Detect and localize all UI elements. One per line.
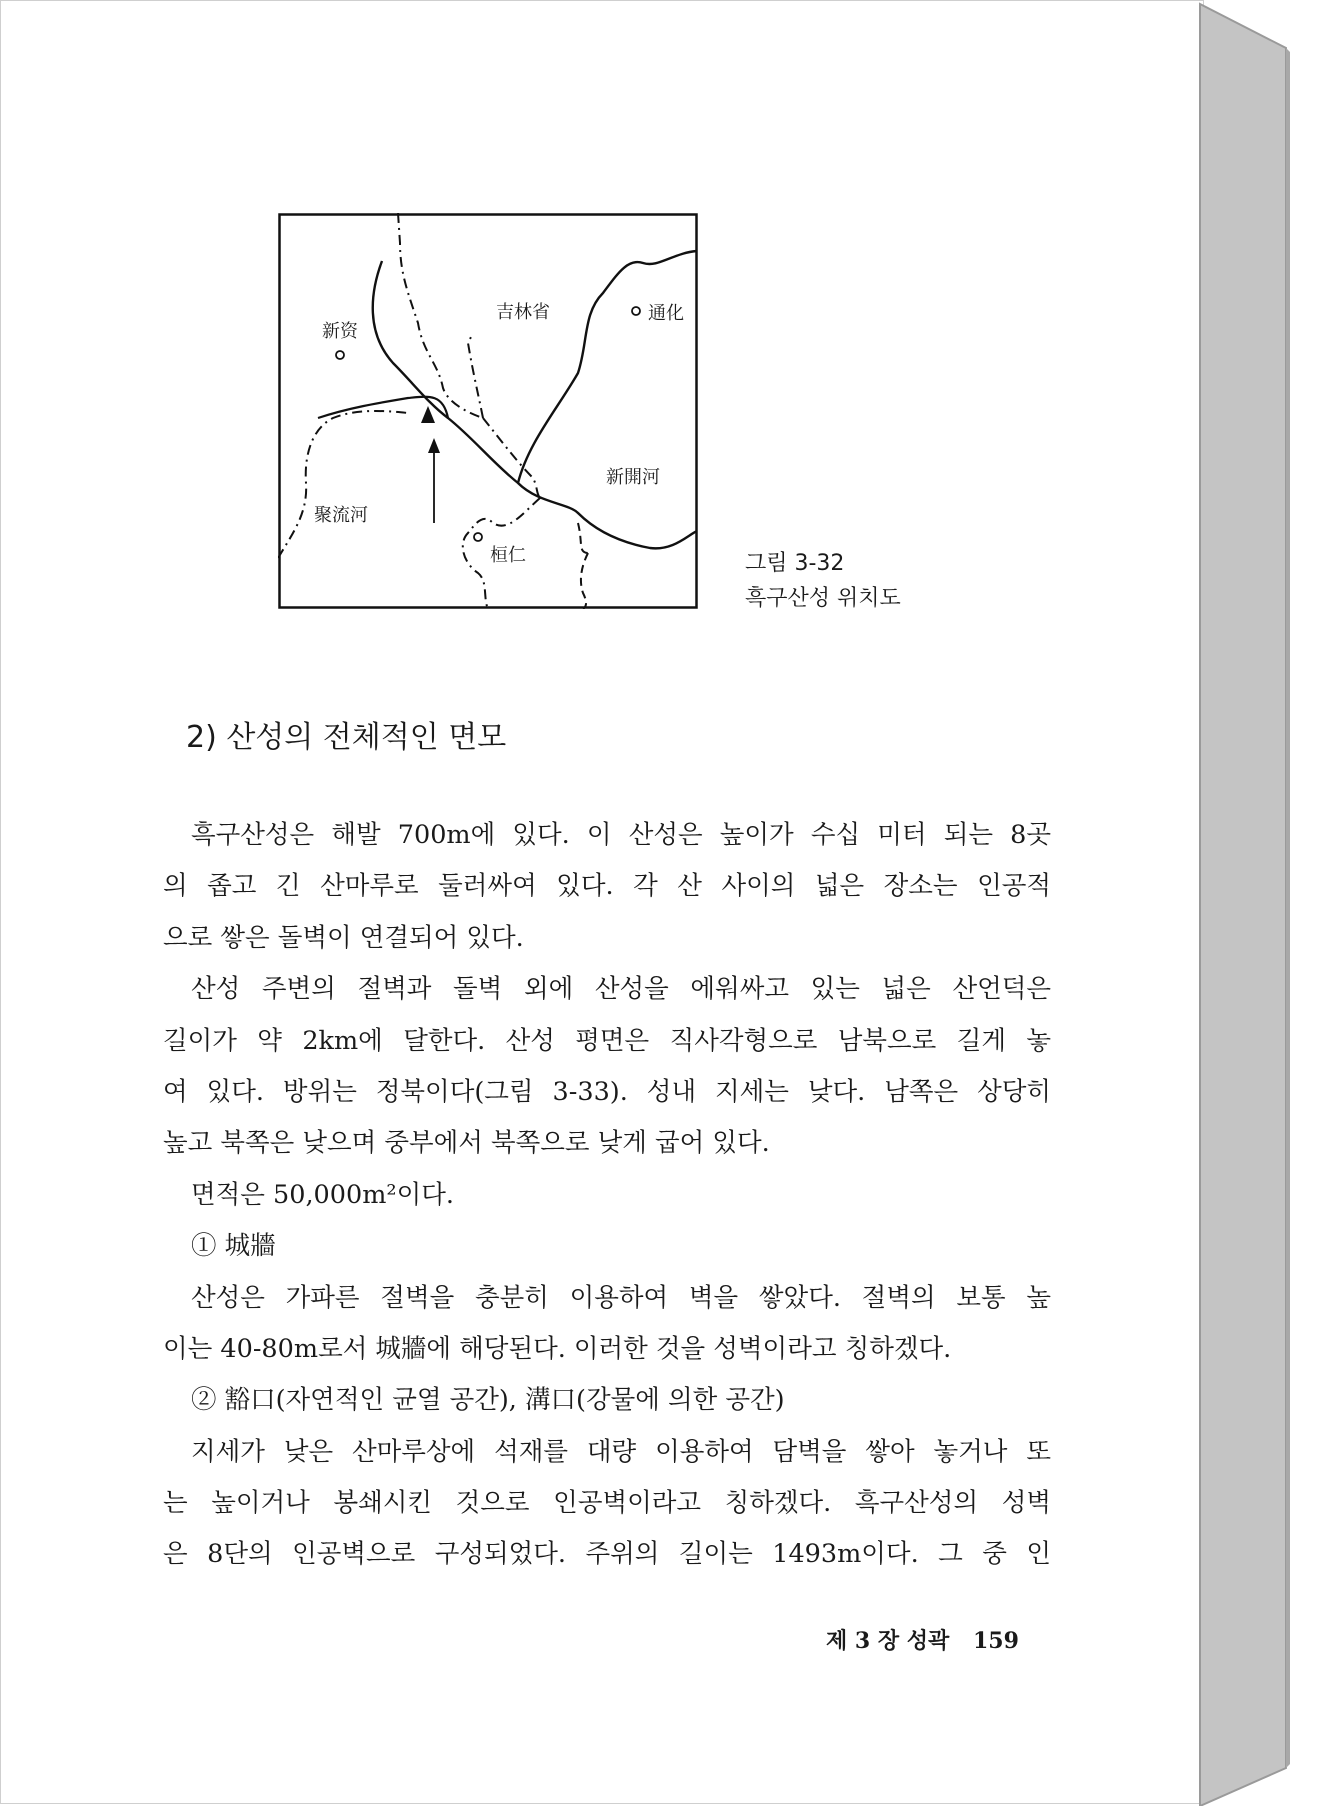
text-line: 높고 북쪽은 낮으며 중부에서 북쪽으로 낮게 굽어 있다. [163,1128,770,1159]
body-text [163,810,1051,1581]
text-line: 이는 40-80m로서 城牆에 해당된다. 이러한 것을 성벽이라고 칭하겠다. [163,1333,952,1364]
figure-number: 그림 3-32 [745,551,845,576]
map-label-tonghua: 通化 [648,303,684,324]
text-line: 의 좁고 긴 산마루로 둘러싸여 있다. 각 산 사이의 넓은 장소는 인공적 [163,871,1051,902]
figure-caption [745,546,901,616]
text-line: 길이가 약 2km에 달한다. 산성 평면은 직사각형으로 남북으로 길게 놓 [163,1025,1051,1056]
text-line: 은 8단의 인공벽으로 구성되었다. 주위의 길이는 1493m이다. 그 중 인 [163,1539,1051,1570]
list-heading: ① 城牆 [191,1231,276,1262]
location-map [278,213,698,609]
map-label-xinbin: 新资 [322,321,358,342]
list-heading: ② 豁口(자연적인 균열 공간), 溝口(강물에 의한 공간) [191,1385,785,1416]
page-footer [826,1624,1019,1655]
map-label-jilin: 吉林省 [496,302,550,323]
text-line: 산성은 가파른 절벽을 충분히 이용하여 벽을 쌓았다. 절벽의 보통 높 [191,1282,1051,1313]
map-label-huanren: 桓仁 [490,545,526,566]
map-label-juliuhe: 聚流河 [314,505,368,526]
map-drawing [278,213,698,609]
text-line: 여 있다. 방위는 정북이다(그림 3-33). 성내 지세는 낮다. 남쪽은 상당히 [163,1076,1051,1107]
text-line: 지세가 낮은 산마루상에 석재를 대량 이용하여 담벽을 쌓아 놓거나 또 [191,1436,1051,1467]
text-line: 으로 쌓은 돌벽이 연결되어 있다. [163,922,524,953]
map-label-xinkaihe: 新開河 [606,467,660,488]
figure-title: 흑구산성 위치도 [745,586,901,611]
text-line: 산성 주변의 절벽과 돌벽 외에 산성을 에워싸고 있는 넓은 산언덕은 [191,974,1051,1005]
text-line: 는 높이거나 봉쇄시킨 것으로 인공벽이라고 칭하겠다. 흑구산성의 성벽 [163,1488,1051,1519]
section-title: 2) 산성의 전체적인 면모 [186,720,507,755]
chapter-label: 제 3 장 성곽 [826,1628,950,1654]
text-line: 흑구산성은 해발 700m에 있다. 이 산성은 높이가 수십 미터 되는 8곳 [191,820,1051,850]
text-line: 면적은 50,000m²이다. [191,1179,455,1210]
page-number: 159 [972,1628,1019,1654]
